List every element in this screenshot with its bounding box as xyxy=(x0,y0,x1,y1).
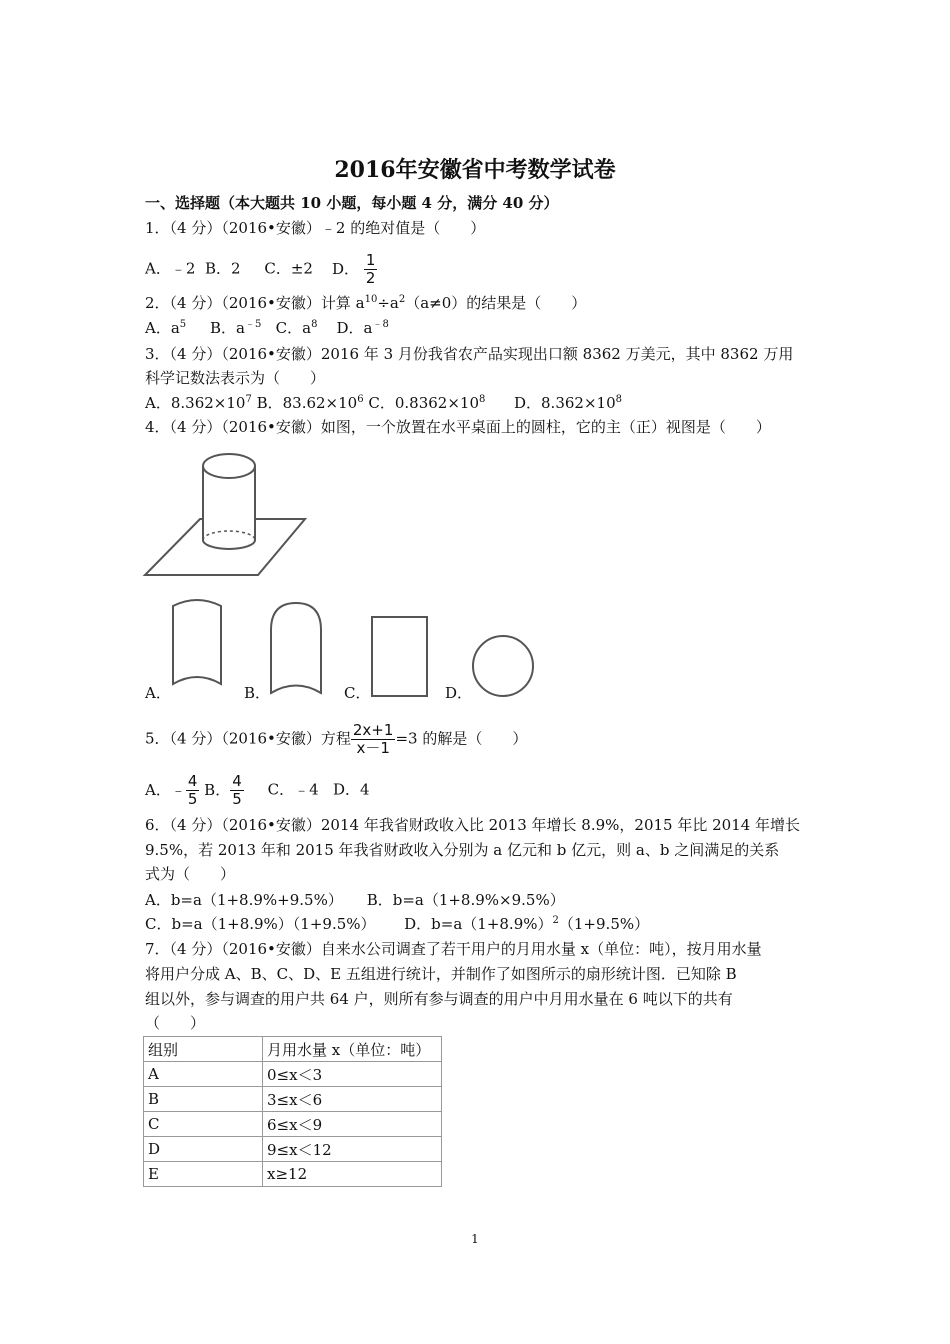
q5-fraction: $\frac{2x+1}{x-1}$ xyxy=(352,721,394,757)
q1-fraction: $\frac{1}{2}$ xyxy=(365,251,376,287)
q3-line2: 科学记数法表示为（ ） xyxy=(145,369,326,387)
q4-figure-d xyxy=(471,634,535,698)
q6-options-row1 xyxy=(145,890,565,910)
q2-option-b[interactable]: B．$a^{﹣5}$ xyxy=(210,319,262,337)
page-title: 2016年安徽省中考数学试卷 xyxy=(334,157,616,183)
q3-option-b[interactable]: B．$83.62\times 10^6$ xyxy=(256,394,364,412)
q2-option-d[interactable]: D．$a^{﹣8}$ xyxy=(336,319,389,337)
table-row xyxy=(144,1112,442,1137)
q1-option-a[interactable]: A．﹣2 xyxy=(145,259,196,278)
q1-options xyxy=(145,252,377,287)
table-cell: A xyxy=(144,1062,263,1087)
table-cell: 6≤x＜9 xyxy=(263,1112,442,1137)
q6-options-row2 xyxy=(145,914,649,934)
section-heading: 一、选择题（本大题共 10 小题，每小题 4 分，满分 40 分） xyxy=(145,194,559,212)
q6-option-b[interactable]: B．b=a（1+8.9%×9.5%） xyxy=(366,891,565,909)
q4-option-c[interactable]: C． xyxy=(344,684,371,702)
q6-option-a[interactable]: A．b=a（1+8.9%+9.5%） xyxy=(145,891,343,909)
q6-line1: 6．（4 分）（2016•安徽）2014 年我省财政收入比 2013 年增长 8.9%，2015 年比 2014 年增长 xyxy=(145,816,801,834)
q5-option-d[interactable]: D．4 xyxy=(332,780,370,799)
q7-line3: 组以外，参与调查的用户共 64 户，则所有参与调查的用户中月用水量在 6 吨以下的共有 xyxy=(145,990,733,1008)
table-row xyxy=(144,1162,442,1187)
table-row xyxy=(144,1087,442,1112)
q5-stem: 5．（4 分）（2016•安徽）方程 $\frac{2x+1}{x-1}$ =3 的解是（ ） xyxy=(145,721,528,757)
q4-option-b[interactable]: B． xyxy=(244,684,271,702)
q4-figure-b xyxy=(268,600,326,697)
q3-options xyxy=(145,393,622,413)
q4-option-d[interactable]: D． xyxy=(445,684,473,702)
q6-option-d[interactable]: D．$b=a(1+8.9\%)^2(1+9.5\%)$ xyxy=(404,915,650,933)
table-cell: C xyxy=(144,1112,263,1137)
q6-line2: 9.5%，若 2013 年和 2015 年我省财政收入分别为 a 亿元和 b 亿元，则 a、b 之间满足的关系 xyxy=(145,841,780,859)
q7-line2: 将用户分成 A、B、C、D、E 五组进行统计，并制作了如图所示的扇形统计图．已知除 B xyxy=(145,965,737,983)
q2-option-c[interactable]: C．$a^8$ xyxy=(275,319,318,337)
q3-line1: 3．（4 分）（2016•安徽）2016 年 3 月份我省农产品实现出口额 8362 万美元，其中 8362 万用 xyxy=(145,345,794,363)
cylinder-top xyxy=(203,454,255,478)
table-header-cell: 月用水量 x（单位：吨） xyxy=(263,1037,442,1062)
water-usage-table xyxy=(143,1036,442,1187)
table-cell: B xyxy=(144,1087,263,1112)
table-header-row xyxy=(144,1037,442,1062)
table-row xyxy=(144,1137,442,1162)
q5-option-a[interactable]: A．﹣ $\frac{4}{5}$ xyxy=(145,772,198,808)
q7-line4: （ ） xyxy=(145,1014,206,1032)
q1-option-b[interactable]: B．2 xyxy=(204,259,241,278)
table-cell: E xyxy=(144,1162,263,1187)
q4-stem: 4．（4 分）（2016•安徽）如图，一个放置在水平桌面上的圆柱，它的主（正）视图是（ ） xyxy=(145,418,771,436)
table-header-cell: 组别 xyxy=(144,1037,263,1062)
table-cell: 0≤x＜3 xyxy=(263,1062,442,1087)
q1-option-d[interactable]: D． $\frac{1}{2}$ xyxy=(332,251,376,287)
q5-option-b[interactable]: B． $\frac{4}{5}$ xyxy=(204,772,242,808)
q3-option-c[interactable]: C．$0.8362\times 10^8$ xyxy=(368,394,486,412)
q3-option-d[interactable]: D．$8.362\times 10^8$ xyxy=(513,394,622,412)
cylinder-on-table-figure xyxy=(140,445,315,580)
q2-stem: 2．（4 分）（2016•安徽）计算 $a^{10}\div a^2(a\ne 0)$的结果是（ ） xyxy=(145,294,587,312)
table-cell: 9≤x＜12 xyxy=(263,1137,442,1162)
q1-stem: 1．（4 分）（2016•安徽）﹣2 的绝对值是（ ） xyxy=(145,219,486,237)
table-row xyxy=(144,1062,442,1087)
table-cell: x≥12 xyxy=(263,1162,442,1187)
page-number: 1 xyxy=(471,1232,479,1246)
q6-line3: 式为（ ） xyxy=(145,865,236,883)
q5-option-c[interactable]: C．﹣4 xyxy=(267,780,319,799)
q2-options xyxy=(145,318,389,338)
q1-option-c[interactable]: C．±2 xyxy=(264,259,313,278)
q7-line1: 7．（4 分）（2016•安徽）自来水公司调查了若干用户的月用水量 x（单位：吨），按月用水量 xyxy=(145,940,762,958)
table-cell: 3≤x＜6 xyxy=(263,1087,442,1112)
q4-option-a[interactable]: A． xyxy=(145,684,171,702)
q5-options xyxy=(145,773,370,808)
q6-option-c[interactable]: C．b=a（1+8.9%）（1+9.5%） xyxy=(145,915,376,933)
q3-option-a[interactable]: A．$8.362\times 10^7$ xyxy=(145,394,252,412)
q2-option-a[interactable]: A．$a^5$ xyxy=(145,319,187,337)
q4-figure-c xyxy=(370,615,430,699)
q4-figure-a xyxy=(170,596,225,696)
table-cell: D xyxy=(144,1137,263,1162)
